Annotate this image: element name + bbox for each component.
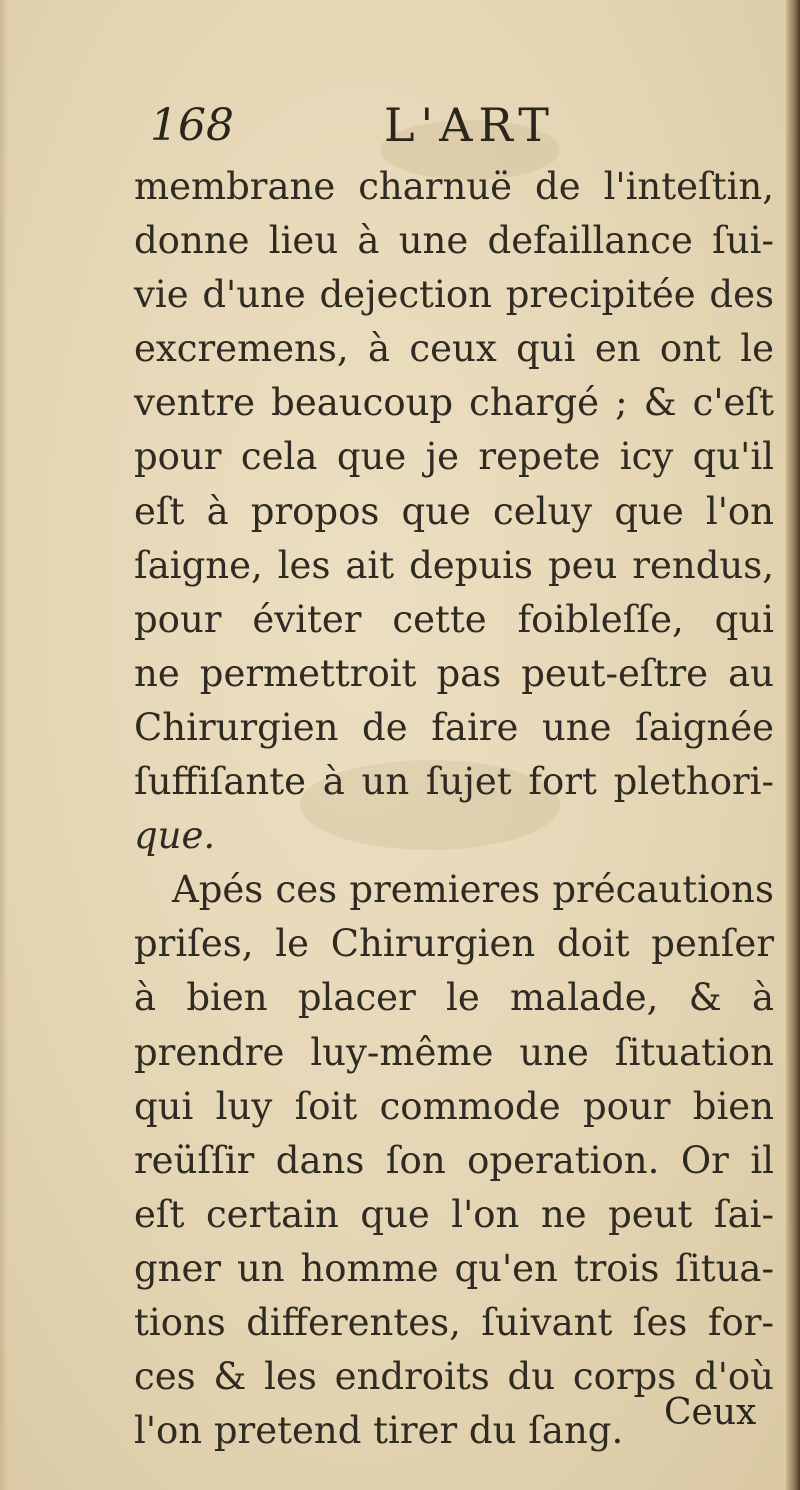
text-line: gner un homme qu'en trois ſitua- bbox=[134, 1246, 774, 1290]
text-line: ne permettroit pas peut-eſtre au bbox=[134, 651, 774, 695]
text-line: tions differentes, ſuivant ſes for- bbox=[134, 1300, 774, 1344]
text-line: qui luy ſoit commode pour bien bbox=[134, 1084, 774, 1128]
page-left-edge bbox=[0, 0, 8, 1490]
text-line: pour cela que je repete icy qu'il bbox=[134, 435, 774, 479]
text-line: eſt certain que l'on ne peut ſai- bbox=[134, 1192, 774, 1236]
page-binding-edge bbox=[786, 0, 800, 1490]
text-line: ſaigne, les ait depuis peu rendus, bbox=[134, 543, 774, 587]
text-line: priſes, le Chirurgien doit penſer bbox=[134, 922, 774, 966]
text-line: pour éviter cette foibleſſe, qui bbox=[134, 597, 774, 641]
page-header bbox=[146, 94, 766, 154]
text-line: ces & les endroits du corps d'où bbox=[134, 1355, 774, 1399]
text-line: l'on pretend tirer du ſang. bbox=[134, 1409, 624, 1453]
text-line: ſuffiſante à un ſujet fort plethori- bbox=[134, 760, 774, 804]
text-line: prendre luy-même une ſituation bbox=[134, 1030, 774, 1074]
text-line: que. bbox=[134, 814, 216, 858]
page-number: 168 bbox=[150, 100, 234, 151]
body-text bbox=[134, 160, 774, 1458]
catchword: Ceux bbox=[664, 1392, 757, 1433]
text-line: membrane charnuë de l'inteſtin, bbox=[134, 165, 774, 208]
text-line: vie d'une dejection precipitée des bbox=[134, 273, 774, 317]
text-line: donne lieu à une defaillance ſui- bbox=[134, 219, 774, 263]
text-line: excremens, à ceux qui en ont le bbox=[134, 327, 774, 371]
text-line: reüſſir dans ſon operation. Or il bbox=[134, 1138, 774, 1182]
text-line: ventre beaucoup chargé ; & c'eſt bbox=[134, 381, 774, 425]
text-line: Chirurgien de faire une ſaignée bbox=[134, 705, 774, 749]
text-line: eſt à propos que celuy que l'on bbox=[134, 489, 774, 533]
text-line: Apés ces premieres précautions bbox=[172, 868, 774, 912]
text-line: à bien placer le malade, & à bbox=[134, 976, 774, 1020]
running-head: L'ART bbox=[384, 98, 555, 152]
